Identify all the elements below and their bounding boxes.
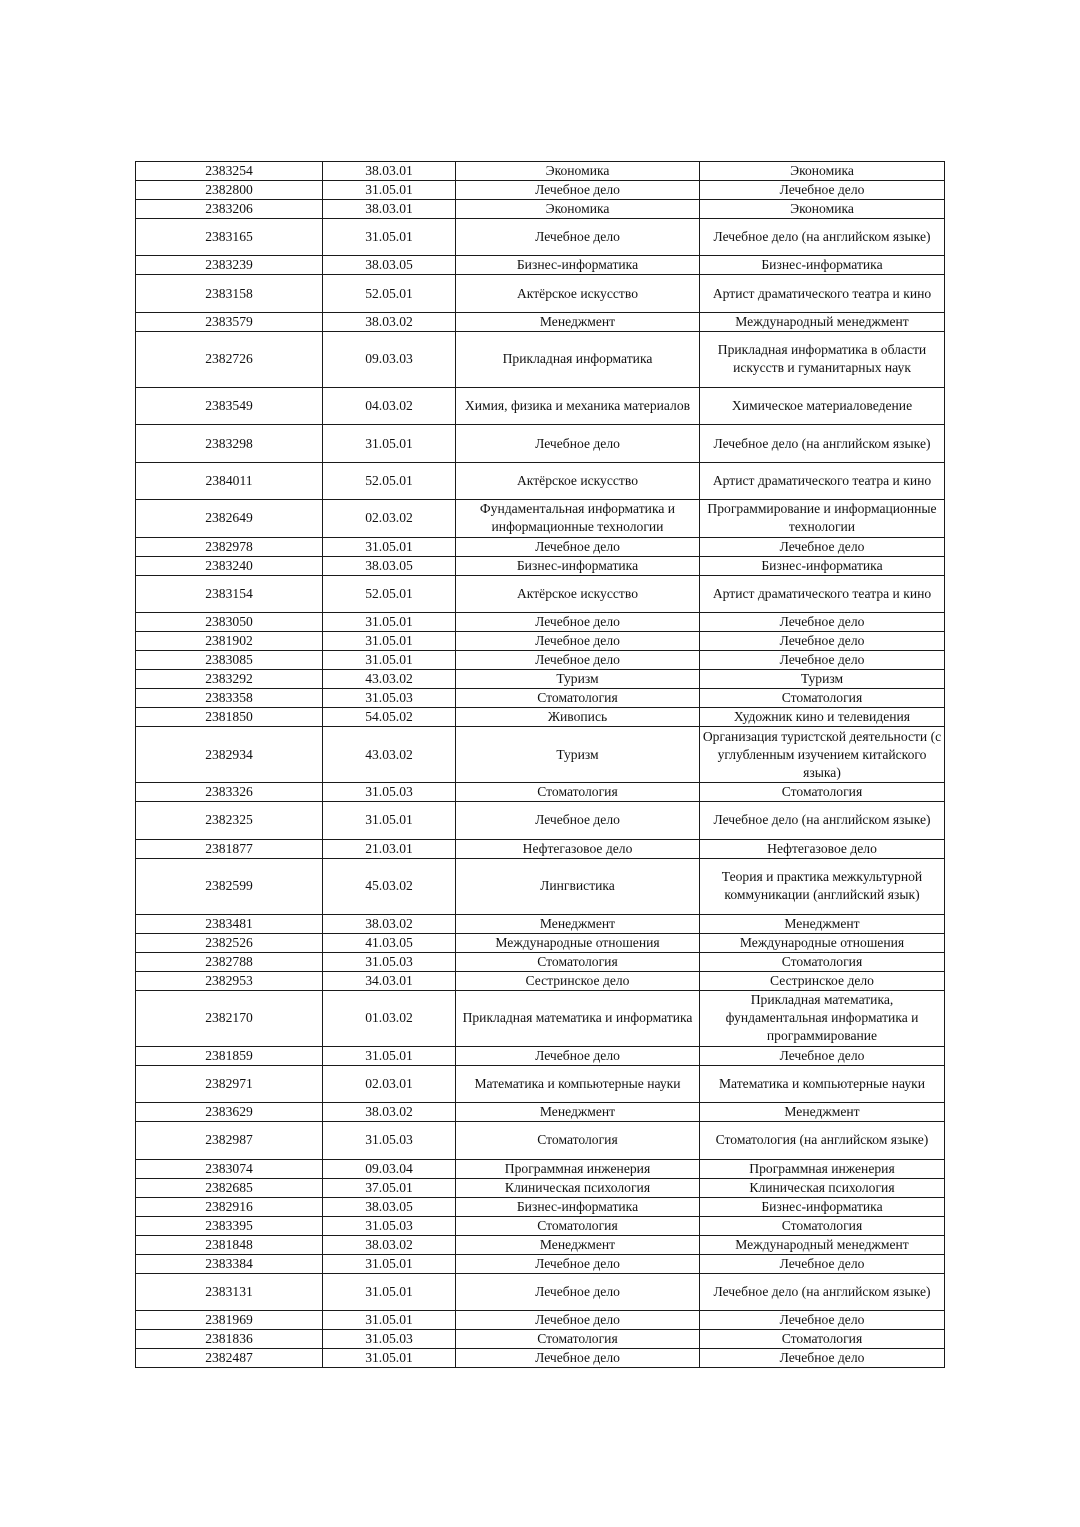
- table-row: [136, 1349, 945, 1368]
- cell-applicant-id: 2383154: [136, 575, 323, 612]
- table-row: [136, 726, 945, 782]
- table-row: [136, 181, 945, 200]
- table-row: [136, 971, 945, 990]
- cell-direction-code: 38.03.02: [323, 1235, 456, 1254]
- cell-applicant-id: 2383579: [136, 312, 323, 331]
- cell-direction-name: Туризм: [456, 669, 700, 688]
- cell-applicant-id: 2382934: [136, 726, 323, 782]
- cell-program-name: Бизнес-информатика: [700, 1197, 945, 1216]
- cell-direction-code: 38.03.02: [323, 914, 456, 933]
- cell-program-name: Лечебное дело: [700, 1349, 945, 1368]
- cell-applicant-id: 2383326: [136, 783, 323, 802]
- cell-applicant-id: 2381877: [136, 839, 323, 858]
- cell-direction-name: Туризм: [456, 726, 700, 782]
- cell-program-name: Стоматология: [700, 783, 945, 802]
- table-row: [136, 1122, 945, 1159]
- cell-direction-name: Лечебное дело: [456, 181, 700, 200]
- cell-direction-code: 38.03.05: [323, 1197, 456, 1216]
- cell-direction-code: 43.03.02: [323, 669, 456, 688]
- cell-direction-code: 31.05.01: [323, 1273, 456, 1310]
- cell-direction-name: Менеджмент: [456, 312, 700, 331]
- cell-program-name: Сестринское дело: [700, 971, 945, 990]
- cell-applicant-id: 2382987: [136, 1122, 323, 1159]
- cell-direction-code: 31.05.01: [323, 537, 456, 556]
- cell-direction-name: Актёрское искусство: [456, 575, 700, 612]
- cell-direction-code: 34.03.01: [323, 971, 456, 990]
- cell-applicant-id: 2382526: [136, 933, 323, 952]
- table-row: [136, 219, 945, 256]
- cell-applicant-id: 2383085: [136, 650, 323, 669]
- cell-program-name: Стоматология: [700, 952, 945, 971]
- cell-applicant-id: 2382971: [136, 1065, 323, 1102]
- cell-applicant-id: 2383206: [136, 200, 323, 219]
- cell-direction-name: Стоматология: [456, 688, 700, 707]
- table-row: [136, 162, 945, 181]
- table-body: [136, 162, 945, 1368]
- cell-direction-code: 31.05.01: [323, 631, 456, 650]
- cell-program-name: Экономика: [700, 162, 945, 181]
- table-row: [136, 312, 945, 331]
- cell-direction-name: Менеджмент: [456, 914, 700, 933]
- cell-direction-code: 02.03.02: [323, 500, 456, 537]
- cell-program-name: Стоматология: [700, 688, 945, 707]
- cell-direction-code: 31.05.01: [323, 1349, 456, 1368]
- cell-direction-code: 31.05.01: [323, 181, 456, 200]
- table-row: [136, 1197, 945, 1216]
- cell-applicant-id: 2383240: [136, 556, 323, 575]
- cell-direction-name: Лечебное дело: [456, 425, 700, 462]
- cell-program-name: Экономика: [700, 200, 945, 219]
- cell-direction-code: 41.03.05: [323, 933, 456, 952]
- cell-program-name: Теория и практика межкультурной коммуникации (английский язык): [700, 858, 945, 914]
- cell-direction-name: Стоматология: [456, 1216, 700, 1235]
- cell-direction-code: 31.05.01: [323, 219, 456, 256]
- cell-applicant-id: 2382685: [136, 1178, 323, 1197]
- cell-direction-code: 31.05.01: [323, 802, 456, 839]
- cell-applicant-id: 2383158: [136, 275, 323, 312]
- cell-program-name: Прикладная математика, фундаментальная информатика и программирование: [700, 990, 945, 1046]
- table-row: [136, 1330, 945, 1349]
- cell-program-name: Художник кино и телевидения: [700, 707, 945, 726]
- cell-applicant-id: 2383298: [136, 425, 323, 462]
- cell-direction-name: Лингвистика: [456, 858, 700, 914]
- cell-direction-name: Лечебное дело: [456, 1254, 700, 1273]
- table-row: [136, 914, 945, 933]
- cell-direction-name: Лечебное дело: [456, 612, 700, 631]
- cell-direction-name: Программная инженерия: [456, 1159, 700, 1178]
- cell-direction-code: 09.03.03: [323, 331, 456, 387]
- cell-applicant-id: 2383549: [136, 387, 323, 424]
- cell-direction-name: Фундаментальная информатика и информационные технологии: [456, 500, 700, 537]
- cell-applicant-id: 2383131: [136, 1273, 323, 1310]
- cell-direction-name: Прикладная информатика: [456, 331, 700, 387]
- cell-direction-name: Математика и компьютерные науки: [456, 1065, 700, 1102]
- cell-direction-code: 31.05.01: [323, 1254, 456, 1273]
- table-row: [136, 933, 945, 952]
- cell-program-name: Стоматология: [700, 1330, 945, 1349]
- cell-direction-name: Менеджмент: [456, 1235, 700, 1254]
- table-row: [136, 200, 945, 219]
- cell-direction-code: 31.05.01: [323, 1311, 456, 1330]
- cell-direction-code: 52.05.01: [323, 462, 456, 499]
- cell-applicant-id: 2383254: [136, 162, 323, 181]
- cell-direction-name: Бизнес-информатика: [456, 556, 700, 575]
- table-row: [136, 1216, 945, 1235]
- cell-direction-code: 31.05.03: [323, 1122, 456, 1159]
- cell-direction-name: Бизнес-информатика: [456, 256, 700, 275]
- cell-direction-code: 21.03.01: [323, 839, 456, 858]
- table-row: [136, 1273, 945, 1310]
- cell-direction-code: 43.03.02: [323, 726, 456, 782]
- cell-direction-name: Сестринское дело: [456, 971, 700, 990]
- cell-program-name: Программирование и информационные технологии: [700, 500, 945, 537]
- cell-program-name: Международный менеджмент: [700, 1235, 945, 1254]
- cell-program-name: Прикладная информатика в области искусств и гуманитарных наук: [700, 331, 945, 387]
- cell-applicant-id: 2382487: [136, 1349, 323, 1368]
- cell-direction-code: 38.03.05: [323, 556, 456, 575]
- table-row: [136, 631, 945, 650]
- cell-applicant-id: 2381859: [136, 1046, 323, 1065]
- cell-applicant-id: 2383358: [136, 688, 323, 707]
- table-row: [136, 556, 945, 575]
- cell-program-name: Артист драматического театра и кино: [700, 575, 945, 612]
- cell-applicant-id: 2382953: [136, 971, 323, 990]
- cell-program-name: Бизнес-информатика: [700, 256, 945, 275]
- cell-direction-name: Лечебное дело: [456, 650, 700, 669]
- cell-direction-code: 31.05.03: [323, 1216, 456, 1235]
- cell-program-name: Лечебное дело (на английском языке): [700, 219, 945, 256]
- table-row: [136, 1159, 945, 1178]
- table-row: [136, 1178, 945, 1197]
- cell-program-name: Лечебное дело: [700, 650, 945, 669]
- cell-direction-name: Лечебное дело: [456, 1046, 700, 1065]
- cell-direction-code: 31.05.03: [323, 783, 456, 802]
- cell-applicant-id: 2382170: [136, 990, 323, 1046]
- table-row: [136, 1103, 945, 1122]
- cell-direction-name: Стоматология: [456, 1330, 700, 1349]
- cell-direction-name: Химия, физика и механика материалов: [456, 387, 700, 424]
- cell-applicant-id: 2381848: [136, 1235, 323, 1254]
- cell-program-name: Лечебное дело: [700, 181, 945, 200]
- cell-applicant-id: 2381850: [136, 707, 323, 726]
- cell-direction-code: 31.05.01: [323, 612, 456, 631]
- cell-direction-name: Стоматология: [456, 783, 700, 802]
- table-row: [136, 1065, 945, 1102]
- table-row: [136, 1235, 945, 1254]
- table-row: [136, 669, 945, 688]
- cell-direction-name: Лечебное дело: [456, 1273, 700, 1310]
- cell-direction-name: Менеджмент: [456, 1103, 700, 1122]
- cell-applicant-id: 2382325: [136, 802, 323, 839]
- cell-applicant-id: 2382788: [136, 952, 323, 971]
- cell-program-name: Программная инженерия: [700, 1159, 945, 1178]
- table-row: [136, 425, 945, 462]
- cell-program-name: Артист драматического театра и кино: [700, 462, 945, 499]
- cell-direction-name: Международные отношения: [456, 933, 700, 952]
- cell-direction-code: 38.03.02: [323, 1103, 456, 1122]
- table-row: [136, 1046, 945, 1065]
- cell-program-name: Лечебное дело: [700, 537, 945, 556]
- cell-direction-code: 31.05.01: [323, 425, 456, 462]
- table-row: [136, 1311, 945, 1330]
- cell-program-name: Лечебное дело: [700, 1311, 945, 1330]
- cell-program-name: Нефтегазовое дело: [700, 839, 945, 858]
- cell-applicant-id: 2383395: [136, 1216, 323, 1235]
- cell-applicant-id: 2382726: [136, 331, 323, 387]
- table-row: [136, 802, 945, 839]
- table-row: [136, 858, 945, 914]
- cell-direction-code: 38.03.01: [323, 162, 456, 181]
- table-row: [136, 575, 945, 612]
- table-row: [136, 707, 945, 726]
- cell-program-name: Лечебное дело (на английском языке): [700, 802, 945, 839]
- cell-direction-name: Стоматология: [456, 952, 700, 971]
- cell-applicant-id: 2382599: [136, 858, 323, 914]
- cell-program-name: Бизнес-информатика: [700, 556, 945, 575]
- cell-program-name: Стоматология (на английском языке): [700, 1122, 945, 1159]
- table-row: [136, 952, 945, 971]
- cell-program-name: Лечебное дело (на английском языке): [700, 425, 945, 462]
- cell-direction-code: 01.03.02: [323, 990, 456, 1046]
- cell-program-name: Лечебное дело: [700, 612, 945, 631]
- cell-applicant-id: 2383050: [136, 612, 323, 631]
- cell-direction-code: 54.05.02: [323, 707, 456, 726]
- cell-program-name: Лечебное дело (на английском языке): [700, 1273, 945, 1310]
- cell-direction-code: 09.03.04: [323, 1159, 456, 1178]
- cell-applicant-id: 2382800: [136, 181, 323, 200]
- cell-direction-code: 31.05.03: [323, 688, 456, 707]
- cell-direction-code: 04.03.02: [323, 387, 456, 424]
- cell-direction-name: Лечебное дело: [456, 537, 700, 556]
- table-row: [136, 839, 945, 858]
- cell-program-name: Туризм: [700, 669, 945, 688]
- cell-direction-code: 31.05.03: [323, 952, 456, 971]
- cell-direction-code: 52.05.01: [323, 575, 456, 612]
- cell-applicant-id: 2383629: [136, 1103, 323, 1122]
- cell-program-name: Математика и компьютерные науки: [700, 1065, 945, 1102]
- cell-direction-name: Экономика: [456, 162, 700, 181]
- table-row: [136, 1254, 945, 1273]
- cell-program-name: Клиническая психология: [700, 1178, 945, 1197]
- cell-direction-name: Актёрское искусство: [456, 462, 700, 499]
- table-row: [136, 688, 945, 707]
- table-row: [136, 537, 945, 556]
- cell-applicant-id: 2382649: [136, 500, 323, 537]
- cell-applicant-id: 2383292: [136, 669, 323, 688]
- cell-applicant-id: 2383165: [136, 219, 323, 256]
- cell-direction-name: Лечебное дело: [456, 631, 700, 650]
- cell-direction-code: 38.03.05: [323, 256, 456, 275]
- cell-direction-name: Лечебное дело: [456, 1311, 700, 1330]
- cell-program-name: Лечебное дело: [700, 1046, 945, 1065]
- cell-applicant-id: 2383074: [136, 1159, 323, 1178]
- table-row: [136, 500, 945, 537]
- cell-program-name: Менеджмент: [700, 1103, 945, 1122]
- cell-direction-code: 38.03.02: [323, 312, 456, 331]
- applicants-table: [135, 161, 945, 1368]
- cell-direction-name: Лечебное дело: [456, 1349, 700, 1368]
- cell-program-name: Артист драматического театра и кино: [700, 275, 945, 312]
- cell-direction-name: Бизнес-информатика: [456, 1197, 700, 1216]
- cell-applicant-id: 2381969: [136, 1311, 323, 1330]
- cell-direction-name: Актёрское искусство: [456, 275, 700, 312]
- cell-direction-name: Стоматология: [456, 1122, 700, 1159]
- cell-program-name: Международный менеджмент: [700, 312, 945, 331]
- table-row: [136, 650, 945, 669]
- cell-direction-name: Лечебное дело: [456, 219, 700, 256]
- cell-direction-code: 37.05.01: [323, 1178, 456, 1197]
- cell-program-name: Организация туристской деятельности (с углубленным изучением китайского языка): [700, 726, 945, 782]
- cell-program-name: Лечебное дело: [700, 1254, 945, 1273]
- cell-direction-code: 45.03.02: [323, 858, 456, 914]
- cell-direction-name: Экономика: [456, 200, 700, 219]
- cell-applicant-id: 2381902: [136, 631, 323, 650]
- cell-applicant-id: 2383481: [136, 914, 323, 933]
- table-row: [136, 990, 945, 1046]
- cell-direction-name: Живопись: [456, 707, 700, 726]
- cell-applicant-id: 2384011: [136, 462, 323, 499]
- cell-direction-code: 02.03.01: [323, 1065, 456, 1102]
- table-row: [136, 462, 945, 499]
- table-row: [136, 612, 945, 631]
- cell-applicant-id: 2383239: [136, 256, 323, 275]
- table-row: [136, 783, 945, 802]
- cell-direction-code: 31.05.01: [323, 1046, 456, 1065]
- cell-direction-name: Клиническая психология: [456, 1178, 700, 1197]
- cell-program-name: Лечебное дело: [700, 631, 945, 650]
- table-row: [136, 387, 945, 424]
- cell-program-name: Менеджмент: [700, 914, 945, 933]
- table-row: [136, 256, 945, 275]
- cell-direction-name: Нефтегазовое дело: [456, 839, 700, 858]
- cell-program-name: Стоматология: [700, 1216, 945, 1235]
- cell-applicant-id: 2381836: [136, 1330, 323, 1349]
- cell-program-name: Международные отношения: [700, 933, 945, 952]
- cell-applicant-id: 2383384: [136, 1254, 323, 1273]
- cell-direction-code: 31.05.03: [323, 1330, 456, 1349]
- cell-applicant-id: 2382978: [136, 537, 323, 556]
- cell-direction-name: Прикладная математика и информатика: [456, 990, 700, 1046]
- cell-direction-name: Лечебное дело: [456, 802, 700, 839]
- table-row: [136, 331, 945, 387]
- cell-direction-code: 52.05.01: [323, 275, 456, 312]
- cell-applicant-id: 2382916: [136, 1197, 323, 1216]
- table-row: [136, 275, 945, 312]
- cell-program-name: Химическое материаловедение: [700, 387, 945, 424]
- cell-direction-code: 31.05.01: [323, 650, 456, 669]
- cell-direction-code: 38.03.01: [323, 200, 456, 219]
